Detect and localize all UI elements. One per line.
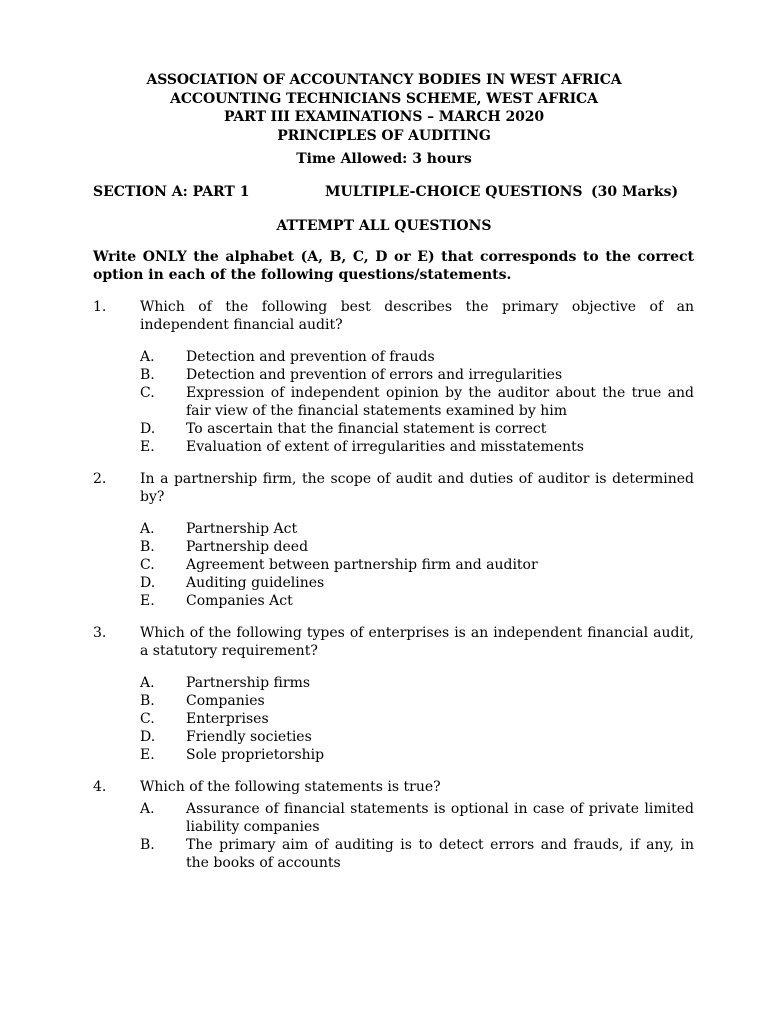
option-b [140, 538, 694, 556]
option-c [140, 710, 694, 728]
option-d [140, 728, 694, 746]
section-type: MULTIPLE-CHOICE QUESTIONS [325, 184, 583, 200]
option-c [140, 556, 694, 574]
option-text: Detection and prevention of frauds [186, 349, 435, 365]
option-text: Partnership deed [186, 539, 309, 555]
option-a [140, 674, 694, 692]
option-d [140, 420, 694, 438]
question-2 [93, 470, 694, 610]
section-heading [0, 184, 768, 204]
option-letter: E. [140, 593, 155, 609]
option-e [140, 438, 694, 456]
option-text: Enterprises [186, 711, 269, 727]
option-b [140, 692, 694, 710]
option-c [140, 384, 694, 420]
question-text: Which of the following best describes the primary objective of an independent financial audit? [140, 299, 694, 333]
option-text: Companies Act [186, 593, 293, 609]
option-text: Evaluation of extent of irregularities and misstatements [186, 439, 584, 455]
attempt-all-heading: ATTEMPT ALL QUESTIONS [276, 218, 492, 234]
option-text: Sole proprietorship [186, 747, 325, 763]
option-letter: C. [140, 385, 155, 401]
option-a [140, 348, 694, 366]
option-letter: A. [140, 801, 155, 817]
option-text: The primary aim of auditing is to detect errors and frauds, if any, in the books of accounts [186, 837, 694, 871]
option-text: Partnership Act [186, 521, 298, 537]
question-3 [93, 624, 694, 764]
header-scheme: ACCOUNTING TECHNICIANS SCHEME, WEST AFRICA [170, 90, 598, 107]
option-letter: A. [140, 675, 155, 691]
option-text: Auditing guidelines [186, 575, 325, 591]
option-letter: A. [140, 349, 155, 365]
option-letter: B. [140, 837, 155, 853]
question-number: 3. [93, 625, 107, 641]
option-d [140, 574, 694, 592]
exam-header [0, 71, 768, 145]
option-b [140, 366, 694, 384]
option-letter: C. [140, 711, 155, 727]
header-subject: PRINCIPLES OF AUDITING [277, 127, 491, 144]
section-label: SECTION A: PART 1 [93, 184, 250, 200]
option-a [140, 520, 694, 538]
section-marks: (30 Marks) [591, 184, 679, 200]
option-letter: A. [140, 521, 155, 537]
options-list [140, 348, 694, 456]
option-text: To ascertain that the financial statement is correct [186, 421, 547, 437]
option-a [140, 800, 694, 836]
question-1 [93, 298, 694, 456]
options-list [140, 520, 694, 610]
header-organization: ASSOCIATION OF ACCOUNTANCY BODIES IN WEST AFRICA [146, 72, 622, 88]
question-text: In a partnership firm, the scope of audit and duties of auditor is determined by? [140, 471, 694, 505]
options-list [140, 800, 694, 872]
option-text: Assurance of financial statements is optional in case of private limited liability companies [186, 801, 694, 835]
option-letter: B. [140, 693, 155, 709]
option-e [140, 746, 694, 764]
option-letter: E. [140, 747, 155, 763]
option-text: Expression of independent opinion by the auditor about the true and fair view of the financial statements examined by him [186, 385, 694, 419]
question-4 [93, 778, 694, 872]
option-text: Friendly societies [186, 729, 312, 745]
option-text: Agreement between partnership firm and auditor [186, 557, 538, 573]
option-e [140, 592, 694, 610]
options-list [140, 674, 694, 764]
question-number: 4. [93, 779, 107, 795]
question-number: 1. [93, 299, 107, 315]
instructions: Write ONLY the alphabet (A, B, C, D or E) that corresponds to the correct option in each of the following questions/statements. [93, 249, 694, 283]
option-letter: D. [140, 575, 156, 591]
question-number: 2. [93, 471, 107, 487]
option-text: Companies [186, 693, 265, 709]
question-text: Which of the following statements is true? [140, 779, 441, 795]
time-allowed: Time Allowed: 3 hours [296, 151, 472, 167]
option-text: Partnership firms [186, 675, 311, 691]
option-letter: D. [140, 421, 156, 437]
header-examination: PART III EXAMINATIONS – MARCH 2020 [223, 109, 545, 125]
option-letter: B. [140, 367, 155, 383]
option-b [140, 836, 694, 872]
option-text: Detection and prevention of errors and irregularities [186, 367, 563, 383]
option-letter: D. [140, 729, 156, 745]
question-text: Which of the following types of enterprises is an independent financial audit, a statutory requirement? [140, 625, 694, 659]
option-letter: C. [140, 557, 155, 573]
option-letter: B. [140, 539, 155, 555]
option-letter: E. [140, 439, 155, 455]
